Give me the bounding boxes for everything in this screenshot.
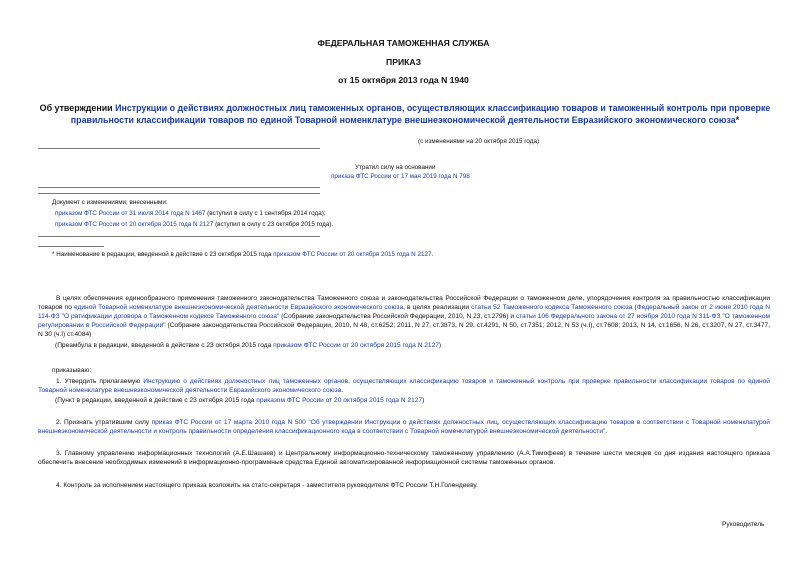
divider xyxy=(38,187,320,188)
doc-type: ПРИКАЗ xyxy=(386,57,421,67)
preamble-note: (Преамбула в редакции, введенной в действие с 23 октября 2015 года приказом ФТС России от 20 октября 2015 года N 2127) xyxy=(55,342,442,349)
footnote: * Наименование в редакции, введенной в действие с 23 октября 2015 года приказом ФТС России от 20 октября 2015 года N 2127. xyxy=(52,251,434,258)
amendments-heading: Документ с изменениями, внесенными: xyxy=(52,199,168,206)
footnote-link[interactable]: приказом ФТС России от 20 октября 2015 года N 2127 xyxy=(273,251,432,258)
divider xyxy=(38,193,320,194)
item-4: 4. Контроль за исполнением настоящего приказа возложить на статс-секретаря - заместителя руководителя ФТС России Т.Н.Голендееву. xyxy=(56,482,478,489)
federal-law-311-link[interactable]: статьи 106 Федерального закона от 27 ноября 2010 года N 311-ФЗ "О таможенном регулировании в Российской Федерации" xyxy=(38,313,770,330)
item-1: 1. Утвердить прилагаемую Инструкцию о действиях должностных лиц таможенных органов, осуществляющих классификацию товаров и таможенный контроль при проверке правильности классификации товаров по единой Товарной номенклатуре внешнеэкономической деятельности Евразийского экономического союза. xyxy=(38,378,770,395)
item-3: 3. Главному управлению информационных технологий (А.Е.Шашаев) и Центральному информационно-техническому таможенному управлению (А.А.Тимофеев) в течение шести месяцев со дня издания настоящего приказа обеспечить внесение необходимых изменений в информационно-программные средства Единой автоматизированной информационной системы таможенных органов. xyxy=(38,450,770,467)
amendment-link-2127[interactable]: приказом ФТС России от 20 октября 2015 года N 2127 xyxy=(55,221,214,228)
divider xyxy=(38,236,320,237)
revoked-order-link[interactable]: приказа ФТС России от 17 мая 2019 года N 798 xyxy=(331,173,470,180)
doc-title: Об утверждении Инструкции о действиях должностных лиц таможенных органов, осуществляющих классификацию товаров и таможенный контроль при проверке правильности классификации товаров по единой Товарной номенклатуре внешнеэкономической деятельности Евразийского экономического союза* xyxy=(39,103,771,125)
agency-name: ФЕДЕРАЛЬНАЯ ТАМОЖЕННАЯ СЛУЖБА xyxy=(317,38,490,48)
instruction-title-link[interactable]: Инструкции о действиях должностных лиц таможенных органов, осуществляющих классификацию товаров и таможенный контроль при проверке правильности классификации товаров по единой Товарной номенклатуре внешнеэкономической деятельности Евразийского экономического союза xyxy=(70,103,771,125)
changes-note: (с изменениями на 20 октября 2015 года) xyxy=(418,138,540,145)
divider xyxy=(38,148,320,149)
item-1-note: (Пункт в редакции, введенной в действие с 23 октября 2015 года приказом ФТС России от 20 октября 2015 года N 2127) xyxy=(55,397,425,404)
preamble-note-link[interactable]: приказом ФТС России от 20 октября 2015 года N 2127 xyxy=(273,342,439,349)
revoked-label: Утратил силу на основании xyxy=(355,164,436,171)
federal-law-114-link[interactable]: Федеральный закон от 2 июня 2010 года N 114-ФЗ "О ратификации договора о Таможенном кодексе Таможенного союза" xyxy=(38,304,770,321)
item-1-note-link[interactable]: приказом ФТС России от 20 октября 2015 года N 2127 xyxy=(256,397,423,404)
order-word: приказываю: xyxy=(52,367,92,374)
preamble-paragraph: В целях обеспечения единообразного применения таможенного законодательства Таможенного союза и законодательства Российской Федерации о таможенном деле, упорядочения контроля за правильностью классификации товаров по единой Товарной номенклатуре внешнеэкономической деятельности Евразийского экономического союза, в целях реализации статьи 52 Таможенного кодекса Таможенного союза (Федеральный закон от 2 июня 2010 года N 114-ФЗ "О ратификации договора о Таможенном кодексе Таможенного союза" (Собрание законодательства Российской Федерации, 2010, N 23, ст.2796) и статьи 106 Федерального закона от 27 ноября 2010 года N 311-ФЗ "О таможенном регулировании в Российской Федерации" (Собрание законодательства Российской Федерации, 2010, N 48, ст.6252; 2011, N 27, ст.3873, N 29, ст.4291, N 50, ст.7351; 2012, N 53 (ч.I), ст.7608; 2013, N 14, ст.1656, N 26, ст.3207, N 27, ст.3477, N 30 (ч.I) ст.4084) xyxy=(38,295,770,339)
order-500-link[interactable]: приказ ФТС России от 17 марта 2010 года N 500 "Об утверждении Инструкции о действиях должностных лиц, осуществляющих классификацию товаров в соответствии с Товарной номенклатурой внешнеэкономической деятельности и контроль правильности определения классификационного кода в соответствии с Товарной номенклатурой внешнеэкономической деятельности" xyxy=(38,419,770,436)
tn-ved-link[interactable]: единой Товарной номенклатуре внешнеэкономической деятельности Евразийского экономического союза xyxy=(74,304,404,312)
amendment-item: приказом ФТС России от 31 июля 2014 года N 1467 (вступил в силу с 1 сентября 2014 года); xyxy=(55,210,326,217)
doc-date-number: от 15 октября 2013 года N 1940 xyxy=(338,75,469,85)
signature-label: Руководитель xyxy=(722,521,765,528)
footnote-divider xyxy=(38,246,104,247)
instruction-link[interactable]: Инструкцию о действиях должностных лиц таможенных органов, осуществляющих классификацию товаров и таможенный контроль при проверке правильности классификации товаров по единой Товарной номенклатуре внешнеэкономической деятельности Евразийского экономического союза xyxy=(38,378,770,395)
amendment-link-1467[interactable]: приказом ФТС России от 31 июля 2014 года N 1467 xyxy=(55,210,206,217)
customs-code-article-link[interactable]: статьи 52 Таможенного кодекса Таможенного союза xyxy=(471,304,633,312)
amendment-item: приказом ФТС России от 20 октября 2015 года N 2127 (вступил в силу с 23 октября 2015 года). xyxy=(55,221,334,228)
item-2: 2. Признать утратившим силу приказ ФТС России от 17 марта 2010 года N 500 "Об утверждении Инструкции о действиях должностных лиц, осуществляющих классификацию товаров в соответствии с Товарной номенклатурой внешнеэкономической деятельности и контроль правильности определения классификационного кода в соответствии с Товарной номенклатурой внешнеэкономической деятельности". xyxy=(38,419,770,436)
